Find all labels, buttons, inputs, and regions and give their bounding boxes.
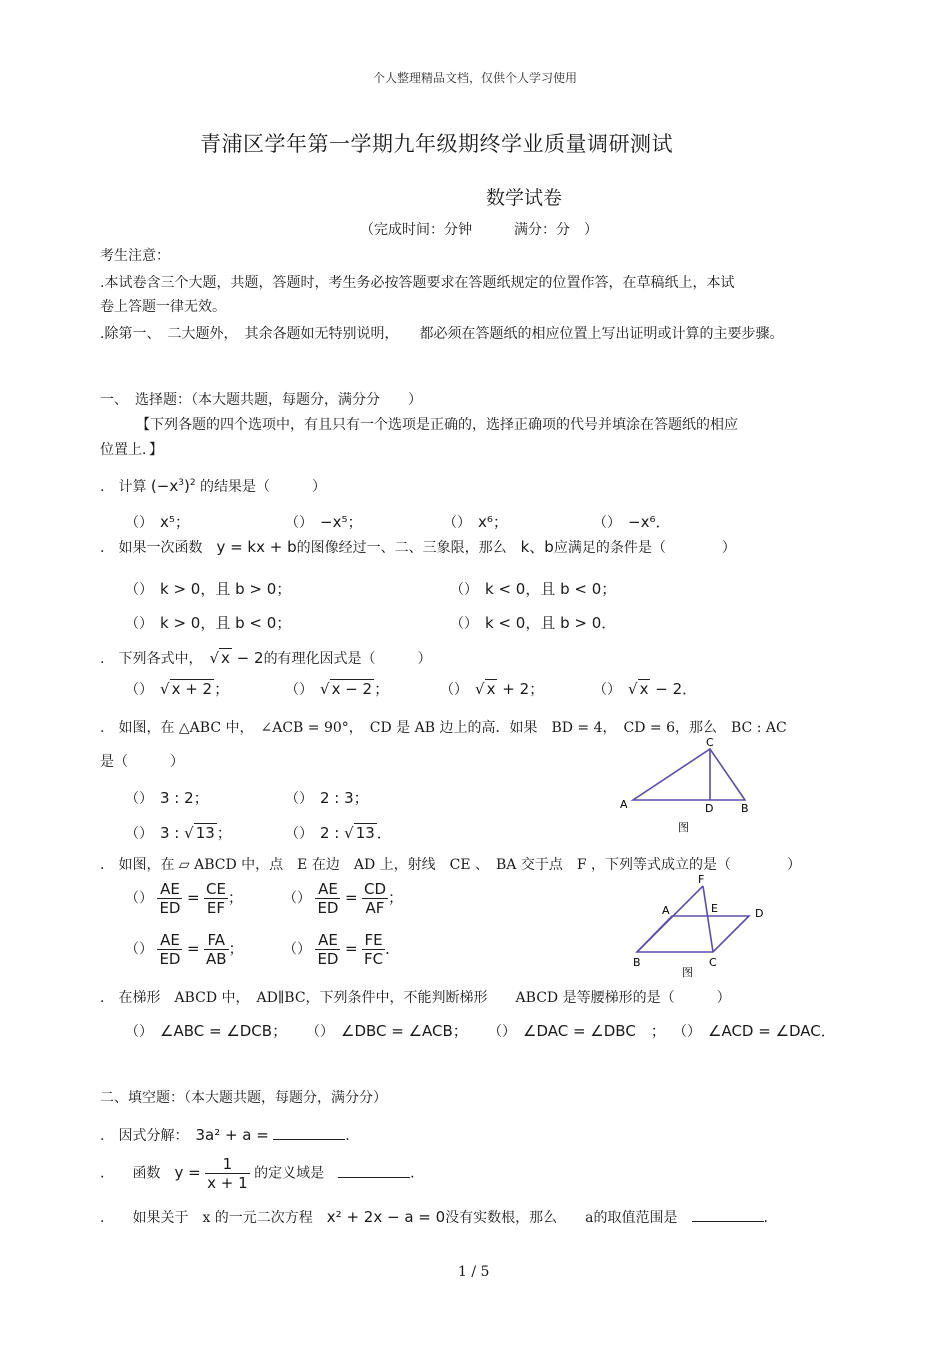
label-d: D xyxy=(755,907,764,920)
page-number: 1 / 5 xyxy=(458,1264,490,1280)
q2-stem: . 如果一次函数 y = kx + b的图像经过一、二、三象限，那么 k、b应满足的条件是（ ） xyxy=(100,538,736,556)
q5-option-d[interactable]: （） $\frac{AE}{ED}$ = $\frac{FE}{FC}$ ． xyxy=(283,931,401,968)
q7: . 因式分解： 3a² + a = . xyxy=(100,1126,350,1144)
section2-heading: 二、填空题：（本大题共题，每题分，满分分） xyxy=(100,1090,387,1106)
q4-option-d[interactable]: （） 2 : √ 13 ． xyxy=(285,824,392,842)
q2-option-b[interactable]: （） k < 0，且 b < 0； xyxy=(450,580,617,598)
q8-answer-blank[interactable] xyxy=(338,1163,410,1178)
q4-option-c[interactable]: （） 3 : √ 13 ； xyxy=(125,824,232,842)
q1-stem: . 计算 $(-x^3)^2$ 的结果是（ ） xyxy=(100,477,326,495)
q9-answer-blank[interactable] xyxy=(692,1207,764,1222)
label-c: C xyxy=(706,736,714,749)
parallelogram-abcd xyxy=(637,916,749,952)
q9: . 如果关于 x 的一元二次方程 x² + 2x − a = 0没有实数根，那么 a的取值范围是 . xyxy=(100,1208,768,1226)
label-a: A xyxy=(662,904,670,917)
q6-option-b[interactable]: （） ∠DBC = ∠ACB； xyxy=(306,1022,468,1040)
figure-1-caption: 图 xyxy=(678,821,689,834)
figure-2-caption: 图 xyxy=(682,966,693,979)
q4-option-a[interactable]: （） 3 : 2； xyxy=(125,789,209,807)
q6-stem: . 在梯形 ABCD 中， AD∥BC，下列条件中，不能判断梯形 ABCD 是等腰梯形的是（ ） xyxy=(100,990,731,1006)
line-bf xyxy=(637,886,703,952)
notice-line-1a: .本试卷含三个大题，共题，答题时，考生务必按答题要求在答题纸规定的位置作答，在草稿纸上，本试 xyxy=(100,275,735,291)
q1-option-b[interactable]: （） −x⁵； xyxy=(285,513,363,531)
header-note: 个人整理精品文档，仅供个人学习使用 xyxy=(373,71,578,85)
q3-option-b[interactable]: （） √ x − 2 ； xyxy=(285,680,390,698)
q6-option-a[interactable]: （） ∠ABC = ∠DCB； xyxy=(125,1022,288,1040)
label-b: B xyxy=(633,956,641,969)
q3-option-c[interactable]: （） √ x + 2； xyxy=(440,680,545,698)
q2-option-d[interactable]: （） k < 0，且 b > 0． xyxy=(450,614,617,632)
notice-line-1b: 卷上答题一律无效。 xyxy=(100,299,226,315)
section1-heading: 一、 选择题：（本大题共题，每题分，满分分 ） xyxy=(100,392,422,408)
q1-option-c[interactable]: （） x⁶； xyxy=(443,513,508,531)
section1-instruction-a: 【下列各题的四个选项中，有且只有一个选项是正确的，选择正确项的代号并填涂在答题纸的相应 xyxy=(136,417,738,433)
time-info: （完成时间：分钟 满分：分 ） xyxy=(360,222,598,238)
q6-option-d[interactable]: （） ∠ACD = ∠DAC． xyxy=(673,1022,836,1040)
q3-expression: √ x − 2 xyxy=(209,649,264,667)
q3-option-a[interactable]: （） √ x + 2 ； xyxy=(125,680,230,698)
q4-stem-2: 是（ ） xyxy=(100,754,184,770)
line-cf xyxy=(703,886,713,952)
q5-stem: . 如图，在 ▱ ABCD 中，点 E 在边 AD 上，射线 CE 、 BA 交于点 F ，下列等式成立的是（ ） xyxy=(100,857,802,873)
q5-option-a[interactable]: （） $\frac{AE}{ED}$ = $\frac{CE}{EF}$ ； xyxy=(125,880,243,917)
q5-option-b[interactable]: （） $\frac{AE}{ED}$ = $\frac{CD}{AF}$ ； xyxy=(283,880,404,917)
q3-option-d[interactable]: （） √ x − 2． xyxy=(593,680,698,698)
q1-option-a[interactable]: （） x⁵； xyxy=(125,513,190,531)
label-e: E xyxy=(711,902,718,915)
q1-expression: $(-x^3)^2$ xyxy=(150,477,196,495)
triangle-abc xyxy=(633,749,745,800)
q2-option-a[interactable]: （） k > 0，且 b > 0； xyxy=(125,580,292,598)
q4-option-b[interactable]: （） 2 : 3； xyxy=(285,789,369,807)
label-a: A xyxy=(620,798,628,811)
notice-heading: 考生注意： xyxy=(100,248,170,264)
figure-2-parallelogram xyxy=(625,872,775,982)
section1-instruction-b: 位置上．】 xyxy=(100,442,163,458)
q7-answer-blank[interactable] xyxy=(273,1125,345,1140)
q1-option-d[interactable]: （） −x⁶． xyxy=(593,513,671,531)
q6-option-c[interactable]: （） ∠DAC = ∠DBC ； xyxy=(488,1022,666,1040)
q4-stem: . 如图，在 △ABC 中， ∠ACB = 90°， CD 是 AB 边上的高．如果 BD = 4， CD = 6，那么 BC : AC xyxy=(100,720,787,736)
notice-line-2: .除第一、 二大题外， 其余各题如无特别说明， 都必须在答题纸的相应位置上写出证明或计算的主要步骤。 xyxy=(100,326,784,342)
page-subtitle: 数学试卷 xyxy=(486,187,563,209)
label-c: C xyxy=(709,956,717,969)
q5-option-c[interactable]: （） $\frac{AE}{ED}$ = $\frac{FA}{AB}$ ； xyxy=(125,931,244,968)
q3-stem: . 下列各式中， √ x − 2的有理化因式是（ ） xyxy=(100,649,432,667)
label-b: B xyxy=(741,802,749,815)
page-title: 青浦区学年第一学期九年级期终学业质量调研测试 xyxy=(200,132,673,156)
q8: . 函数 y = $\frac{1}{x + 1}$ 的定义域是 . xyxy=(100,1155,415,1192)
label-d: D xyxy=(705,802,714,815)
figure-1-triangle xyxy=(615,735,765,840)
label-f: F xyxy=(698,873,705,886)
q2-option-c[interactable]: （） k > 0，且 b < 0； xyxy=(125,614,292,632)
